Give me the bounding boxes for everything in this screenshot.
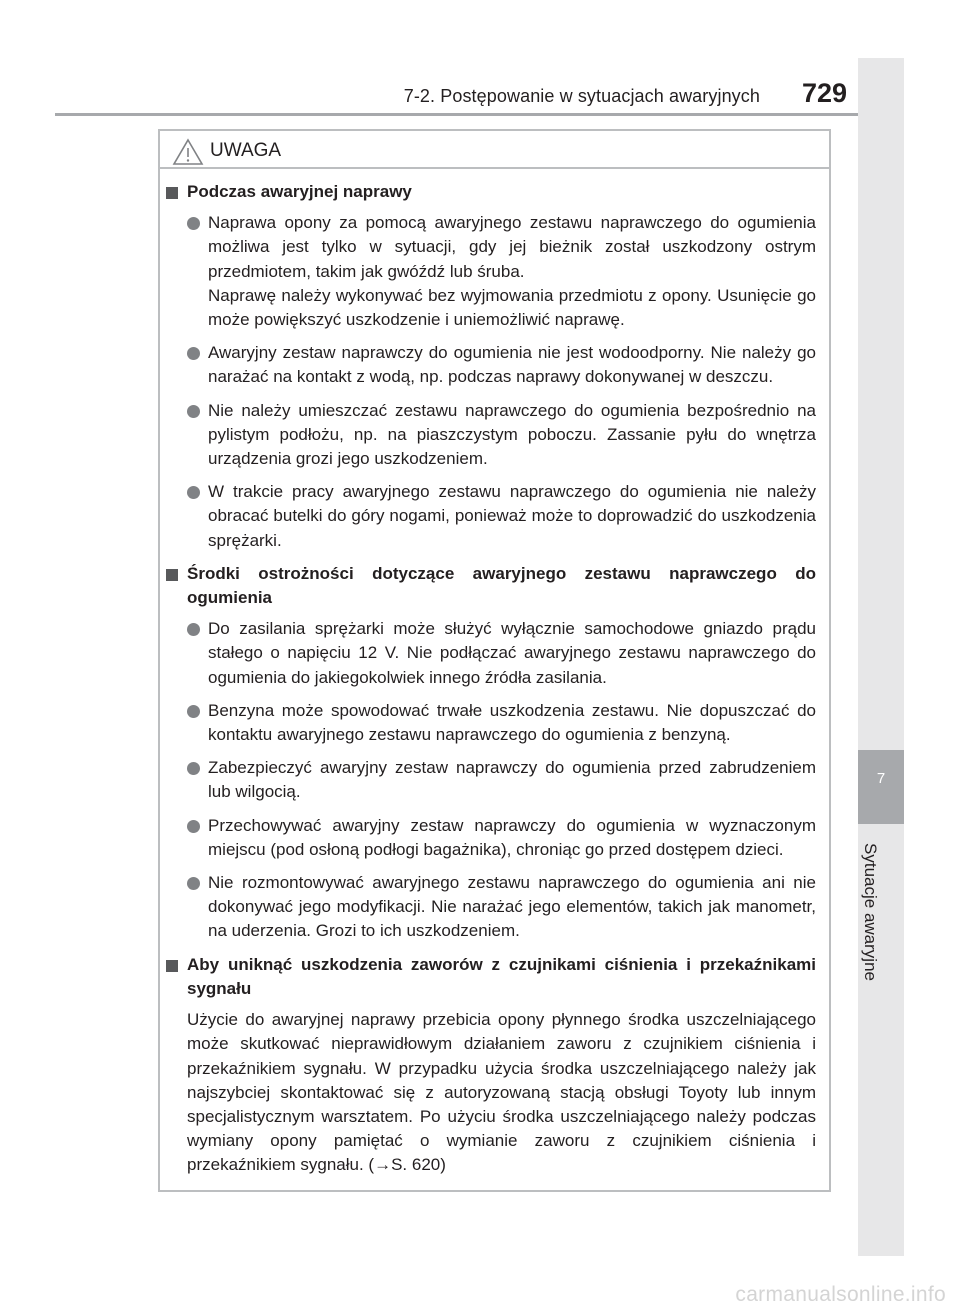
list-item xyxy=(166,617,816,690)
round-bullet-icon xyxy=(187,877,200,890)
square-bullet-icon xyxy=(166,187,178,199)
round-bullet-icon xyxy=(187,486,200,499)
page-number: 729 xyxy=(802,78,848,108)
list-item-text: Benzyna może spowodować trwałe uszkodzenia zestawu. Nie dopuszczać do kontaktu awaryjnego zestawu naprawczego do ogumienia z benzyną. xyxy=(208,700,816,745)
round-bullet-icon xyxy=(187,217,200,230)
list-item-text: Awaryjny zestaw naprawczy do ogumienia nie jest wodoodporny. Nie należy go narażać na kontakt z wodą, np. podczas naprawy dokonywanej w deszczu. xyxy=(208,343,816,387)
chapter-side-tab xyxy=(858,58,904,1256)
list-item xyxy=(166,341,816,389)
section-heading-text: Aby uniknąć uszkodzenia zaworów z czujnikami ciśnienia i przekaźnikami sygnału xyxy=(187,954,816,998)
section-heading xyxy=(166,180,816,204)
section-heading-text: Podczas awaryjnej naprawy xyxy=(187,182,412,201)
chapter-number: 7 xyxy=(876,770,886,787)
list-item-text: W trakcie pracy awaryjnego zestawu naprawczego do ogumienia nie należy obracać butelki do góry nogami, ponieważ może to doprowadzić do uszkodzenia sprężarki. xyxy=(208,482,816,550)
section-heading xyxy=(166,953,816,1001)
section-heading-text: Środki ostrożności dotyczące awaryjnego zestawu naprawczego do ogumienia xyxy=(187,563,816,608)
list-item xyxy=(166,211,816,332)
header-divider xyxy=(55,113,904,116)
list-item-text: Nie należy umieszczać zestawu naprawczego do ogumienia bezpośrednio na pylistym podłożu, np. na piaszczystym poboczu. Zassanie pyłu do wnętrza urządzenia grozi jego uszkodzeniem. xyxy=(208,400,816,469)
round-bullet-icon xyxy=(187,762,200,775)
list-item xyxy=(166,814,816,862)
warning-title: UWAGA xyxy=(210,140,282,161)
list-item-text: Do zasilania sprężarki może służyć wyłącznie samochodowe gniazdo prądu stałego o napięciu 12 V. Nie podłączać awaryjnego zestawu naprawczego do ogumienia do jakiegokolwiek innego źródła zasilania. xyxy=(208,619,816,687)
round-bullet-icon xyxy=(187,347,200,360)
section-heading xyxy=(166,562,816,610)
list-item-text: Nie rozmontowywać awaryjnego zestawu naprawczego do ogumienia ani nie dokonywać jego modyfikacji. Nie narażać jego elementów, takich jak manometr, na uderzenia. Grozi to ich uszkodzeniem. xyxy=(208,873,816,941)
round-bullet-icon xyxy=(187,705,200,718)
chapter-number-tab xyxy=(858,750,904,824)
list-item-text: Zabezpieczyć awaryjny zestaw naprawczy do ogumienia przed zabrudzeniem lub wilgocią. xyxy=(208,758,816,802)
round-bullet-icon xyxy=(187,405,200,418)
list-item-text: Naprawę należy wykonywać bez wyjmowania przedmiotu z opony. Usunięcie go może powiększyć uszkodzenie i uniemożliwić naprawę. xyxy=(208,285,816,330)
list-item xyxy=(166,399,816,472)
warning-content xyxy=(166,180,816,1186)
round-bullet-icon xyxy=(187,820,200,833)
chapter-label: Sytuacje awaryjne xyxy=(861,843,880,981)
round-bullet-icon xyxy=(187,623,200,636)
list-item-text: Przechowywać awaryjny zestaw naprawczy do ogumienia w wyznaczonym miejscu (pod osłoną podłogi bagażnika), chroniąc go przed dostępem dzieci. xyxy=(208,815,816,859)
list-item-text: Naprawa opony za pomocą awaryjnego zestawu naprawczego do ogumienia możliwa jest tylko w sytuacji, gdy jej bieżnik został uszkodzony ostrym przedmiotem, takim jak gwóźdź lub śruba. xyxy=(208,213,816,281)
warning-triangle-icon xyxy=(172,138,204,166)
section-paragraph: Użycie do awaryjnej naprawy przebicia opony płynnego środka uszczelniającego może skutkować nieprawidłowym działaniem zaworu z czujnikiem ciśnienia i przekaźnikiem sygnału. W przypadku użycia środka uszczelniającego należy jak najszybciej skontaktować się z autoryzowaną stacją obsługi Toyoty lub innym specjalistycznym warsztatem. Po użyciu środka uszczelniającego należy podczas wymiany opony pamiętać o wymianie zaworu z czujnikiem ciśnienia i przekaźnikiem sygnału. (→S. 620) xyxy=(187,1010,816,1175)
list-item xyxy=(166,756,816,804)
square-bullet-icon xyxy=(166,569,178,581)
list-item xyxy=(166,480,816,553)
running-header-title: 7-2. Postępowanie w sytuacjach awaryjnych xyxy=(403,86,760,106)
square-bullet-icon xyxy=(166,960,178,972)
watermark-text: carmanualsonline.info xyxy=(735,1283,946,1306)
list-item xyxy=(166,699,816,747)
list-item xyxy=(166,871,816,944)
